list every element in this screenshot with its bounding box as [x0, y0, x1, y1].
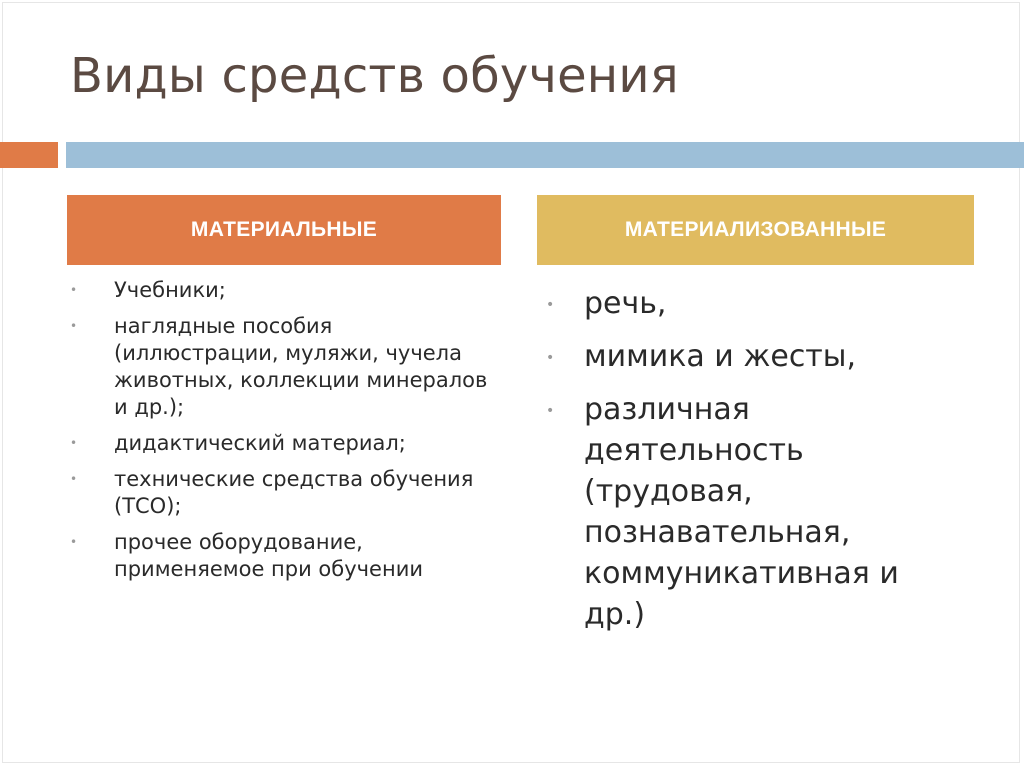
bullet-icon: •: [70, 535, 78, 549]
bullet-icon: •: [546, 403, 555, 419]
list-item-text: Учебники;: [114, 278, 226, 302]
header-material-label: МАТЕРИАЛЬНЫЕ: [190, 218, 378, 241]
list-item: [544, 389, 964, 635]
list-item-text: различная деятельность (трудовая, познавательная, коммуникативная и др.): [584, 392, 899, 632]
accent-bar-orange: [0, 142, 58, 168]
accent-bar-blue: [66, 142, 1024, 168]
list-item-text: речь,: [584, 286, 667, 321]
list-item-text: прочее оборудование, применяемое при обучении: [114, 530, 424, 581]
list-item: [70, 277, 500, 304]
list-item: [70, 430, 500, 457]
slide-title: Виды средств обучения: [70, 48, 679, 104]
list-item-text: дидактический материал;: [114, 431, 406, 455]
list-item: [70, 529, 500, 583]
list-item: [70, 313, 500, 421]
bullet-icon: •: [70, 472, 78, 486]
material-list: [70, 277, 500, 592]
header-material: [67, 195, 501, 265]
list-item-text: наглядные пособия (иллюстрации, муляжи, чучела животных, коллекции минералов и др.);: [114, 314, 488, 419]
bullet-icon: •: [546, 350, 555, 366]
bullet-icon: •: [70, 283, 78, 297]
bullet-icon: •: [70, 319, 78, 333]
list-item-text: технические средства обучения (ТСО);: [114, 467, 474, 518]
list-item: [70, 466, 500, 520]
materialized-list: [544, 283, 964, 647]
bullet-icon: •: [70, 436, 78, 450]
list-item: [544, 336, 964, 377]
header-materialized-label: МАТЕРИАЛИЗОВАННЫЕ: [624, 218, 887, 241]
bullet-icon: •: [546, 297, 555, 313]
header-materialized: [537, 195, 974, 265]
list-item: [544, 283, 964, 324]
list-item-text: мимика и жесты,: [584, 339, 857, 374]
